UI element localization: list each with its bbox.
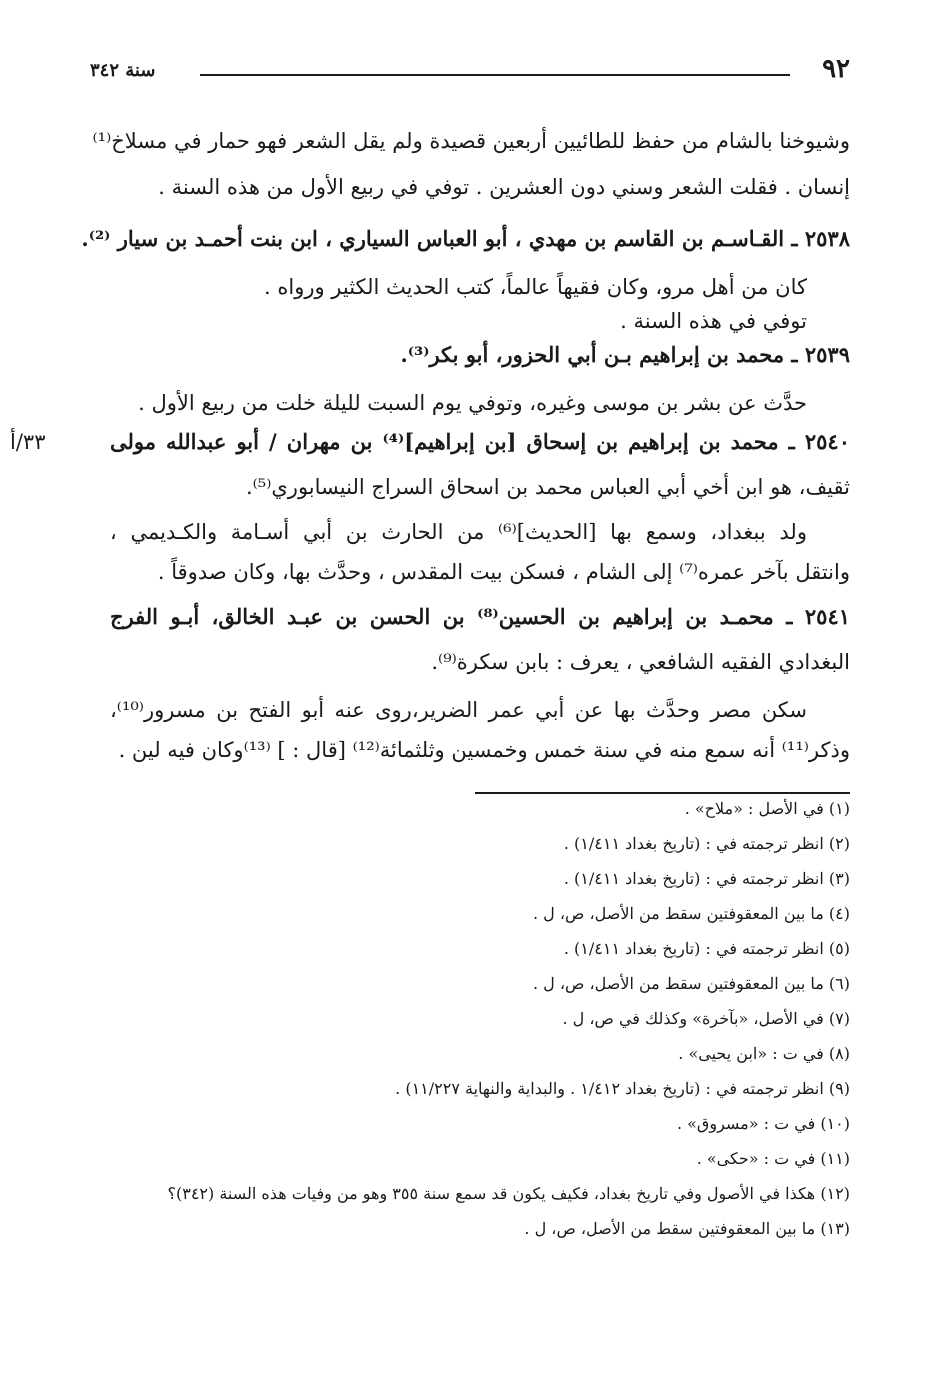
body-line: ثقيف، هو ابن أخي أبي العباس محمد بن اسحاق السراج النيسابوري⁽⁵⁾.: [245, 475, 850, 499]
running-title: سنة ٣٤٢: [90, 60, 156, 81]
entry-heading-2539: ٢٥٣٩ ـ محمد بن إبراهيم بـن أبي الحزور، أبو بكر⁽³⁾.: [400, 342, 850, 367]
footnote: (٨) في ت : «ابن يحيى» .: [678, 1044, 850, 1063]
footnote: (١٢) هكذا في الأصول وفي تاريخ بغداد، فكيف يكون قد سمع سنة ٣٥٥ وهو من وفيات هذه السنة (٣٤٢)؟: [167, 1184, 850, 1203]
footnote: (٧) في الأصل، «بآخرة» وكذلك في ص، ل .: [562, 1009, 850, 1028]
body-line: توفي في هذه السنة .: [620, 309, 807, 333]
body-line: وذكر⁽¹¹⁾ أنه سمع منه في سنة خمس وخمسين وثلثمائة⁽¹²⁾ [قال : ] ⁽¹³⁾وكان فيه لين .: [118, 738, 850, 762]
body-line: إنسان . فقلت الشعر وسني دون العشرين . توفي في ربيع الأول من هذه السنة .: [158, 175, 850, 199]
entry-heading-2538: ٢٥٣٨ ـ القـاسـم بن القاسم بن مهدي ، أبو العباس السياري ، ابن بنت أحمـد بن سيار ⁽²⁾.: [81, 226, 850, 251]
footnote: (١١) في ت : «حكى» .: [696, 1149, 850, 1168]
page-number: ٩٢: [822, 54, 850, 84]
footnote: (١٣) ما بين المعقوفتين سقط من الأصل، ص، ل .: [524, 1219, 850, 1238]
body-line: وانتقل بآخر عمره⁽⁷⁾ إلى الشام ، فسكن بيت المقدس ، وحدَّث بها، وكان صدوقاً .: [157, 560, 850, 584]
footnote: (٥) انظر ترجمته في : (تاريخ بغداد ١/٤١١) .: [563, 939, 850, 958]
entry-heading-2540: ٢٥٤٠ ـ محمد بن إبراهيم بن إسحاق [بن إبراهيم]⁽⁴⁾ بن مهران / أبو عبدالله مولى: [110, 429, 850, 454]
footnote: (٣) انظر ترجمته في : (تاريخ بغداد ١/٤١١) .: [563, 869, 850, 888]
footnote: (٦) ما بين المعقوفتين سقط من الأصل، ص، ل .: [533, 974, 850, 993]
page-header: [90, 54, 850, 90]
body-line: حدَّث عن بشر بن موسى وغيره، وتوفي يوم السبت لليلة خلت من ربيع الأول .: [138, 391, 807, 415]
footnote: (١٠) في ت : «مسروق» .: [676, 1114, 850, 1133]
body-line: ولد ببغداد، وسمع بها [الحديث]⁽⁶⁾ من الحارث بن أبي أسـامة والكـديمي ،: [110, 520, 807, 544]
body-line: وشيوخنا بالشام من حفظ للطائيين أربعين قصيدة ولم يقل الشعر فهو حمار في مسلاخ⁽¹⁾: [92, 129, 850, 153]
body-line: كان من أهل مرو، وكان فقيهاً عالماً، كتب الحديث الكثير ورواه .: [264, 275, 807, 299]
header-rule: [200, 74, 790, 76]
entry-heading-2541: ٢٥٤١ ـ محمـد بن إبراهيم بن الحسين⁽⁸⁾ بن الحسن بن عبـد الخالق، أبـو الفرج: [110, 604, 851, 629]
footnote: (٢) انظر ترجمته في : (تاريخ بغداد ١/٤١١) .: [563, 834, 850, 853]
footnote: (٩) انظر ترجمته في : (تاريخ بغداد ١/٤١٢ . والبداية والنهاية ١١/٢٢٧) .: [395, 1079, 850, 1098]
footnote: (٤) ما بين المعقوفتين سقط من الأصل، ص، ل .: [533, 904, 850, 923]
footnote-rule: [475, 792, 850, 794]
footnote: (١) في الأصل : «ملاح» .: [684, 799, 850, 818]
manuscript-folio-ref: ٣٣/أ: [10, 430, 46, 454]
body-line: سكن مصر وحدَّث بها عن أبي عمر الضرير،روى عنه أبو الفتح بن مسرور⁽¹⁰⁾،: [110, 698, 807, 722]
body-line: البغدادي الفقيه الشافعي ، يعرف : بابن سكرة⁽⁹⁾.: [431, 650, 850, 674]
